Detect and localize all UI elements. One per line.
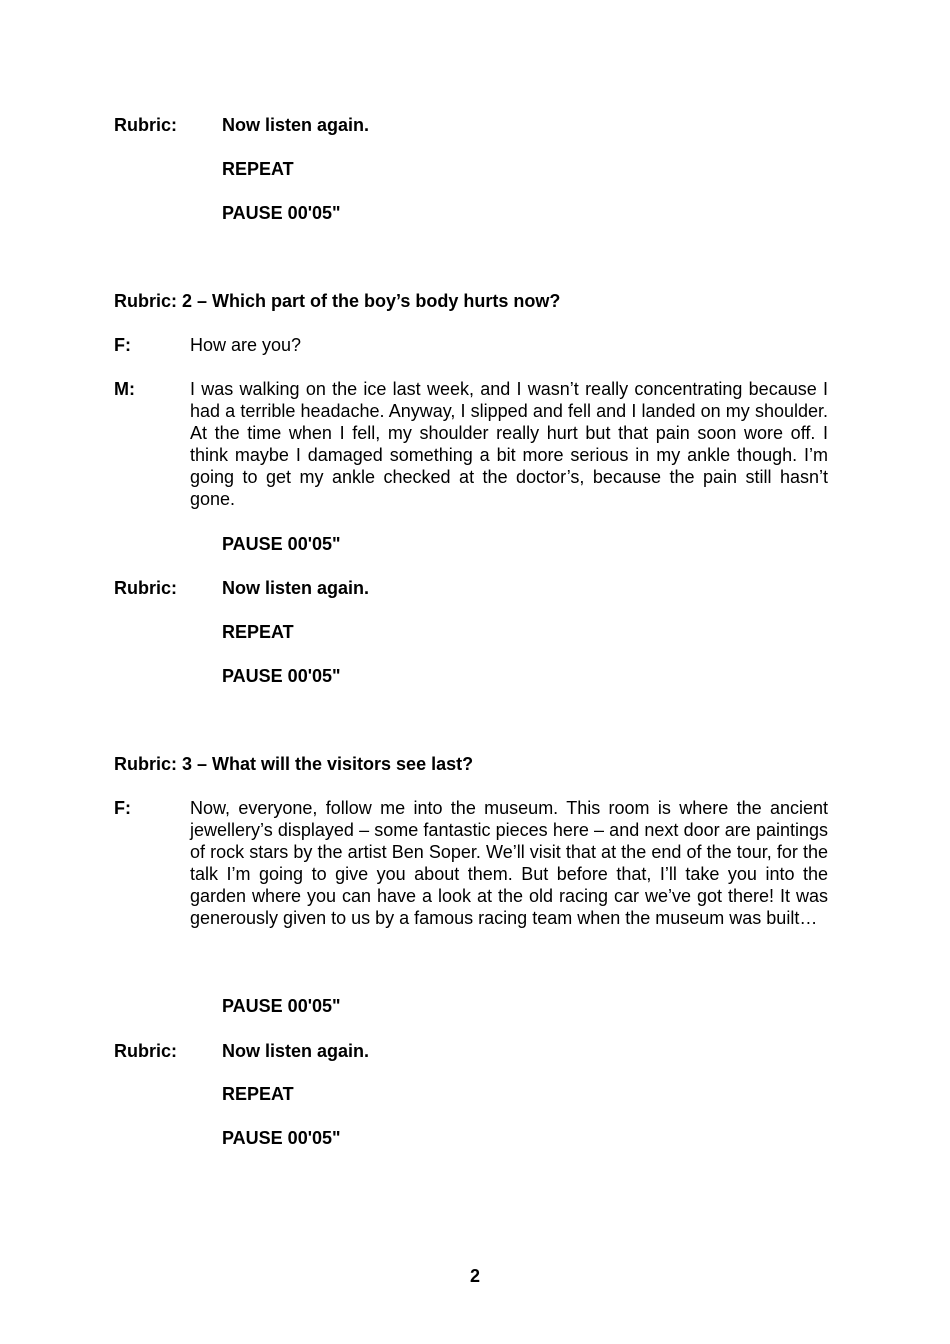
speaker-m-label: M: [114, 379, 135, 399]
pause-instruction: PAUSE 00'05" [222, 534, 341, 554]
rubric-instruction: Now listen again. [222, 1041, 370, 1061]
rubric-instruction: Now listen again. [222, 578, 370, 598]
speaker-f-label: F: [114, 798, 131, 818]
speaker-f-text: How are you? [190, 335, 302, 355]
repeat-instruction: REPEAT [222, 622, 294, 642]
repeat-instruction: REPEAT [222, 1084, 294, 1104]
rubric-label: Rubric: [114, 115, 177, 135]
rubric-label: Rubric: [114, 1041, 177, 1061]
rubric-label: Rubric: [114, 578, 177, 598]
question-2-heading: Rubric: 2 – Which part of the boy’s body hurts now? [114, 291, 561, 311]
pause-instruction: PAUSE 00'05" [222, 203, 341, 223]
repeat-instruction: REPEAT [222, 159, 294, 179]
pause-instruction: PAUSE 00'05" [222, 666, 341, 686]
speaker-f-text: Now, everyone, follow me into the museum. This room is where the ancient jewellery’s displayed – some fantastic pieces here – and next door are paintings of rock stars by the artist Ben Soper. We’ll visit that at the end of the tour, for the talk I’m going to give you about them. But before that, I’ll take you into the garden where you can have a look at the old racing car we’ve got there! It was generously given to us by a famous racing team when the museum was built… [190, 798, 828, 928]
rubric-instruction: Now listen again. [222, 115, 370, 135]
speaker-m-text: I was walking on the ice last week, and I wasn’t really concentrating because I had a terrible headache. Anyway, I slipped and fell and I landed on my shoulder. At the time when I fell, my shoulder really hurt but that pain soon wore off. I think maybe I damaged something a bit more serious in my ankle though. I’m going to get my ankle checked at the doctor’s, because the pain still hasn’t gone. [190, 379, 828, 509]
question-3-heading: Rubric: 3 – What will the visitors see last? [114, 754, 474, 774]
speaker-f-label: F: [114, 335, 131, 355]
pause-instruction: PAUSE 00'05" [222, 1128, 341, 1148]
pause-instruction: PAUSE 00'05" [222, 996, 341, 1016]
page-number: 2 [469, 1266, 480, 1286]
